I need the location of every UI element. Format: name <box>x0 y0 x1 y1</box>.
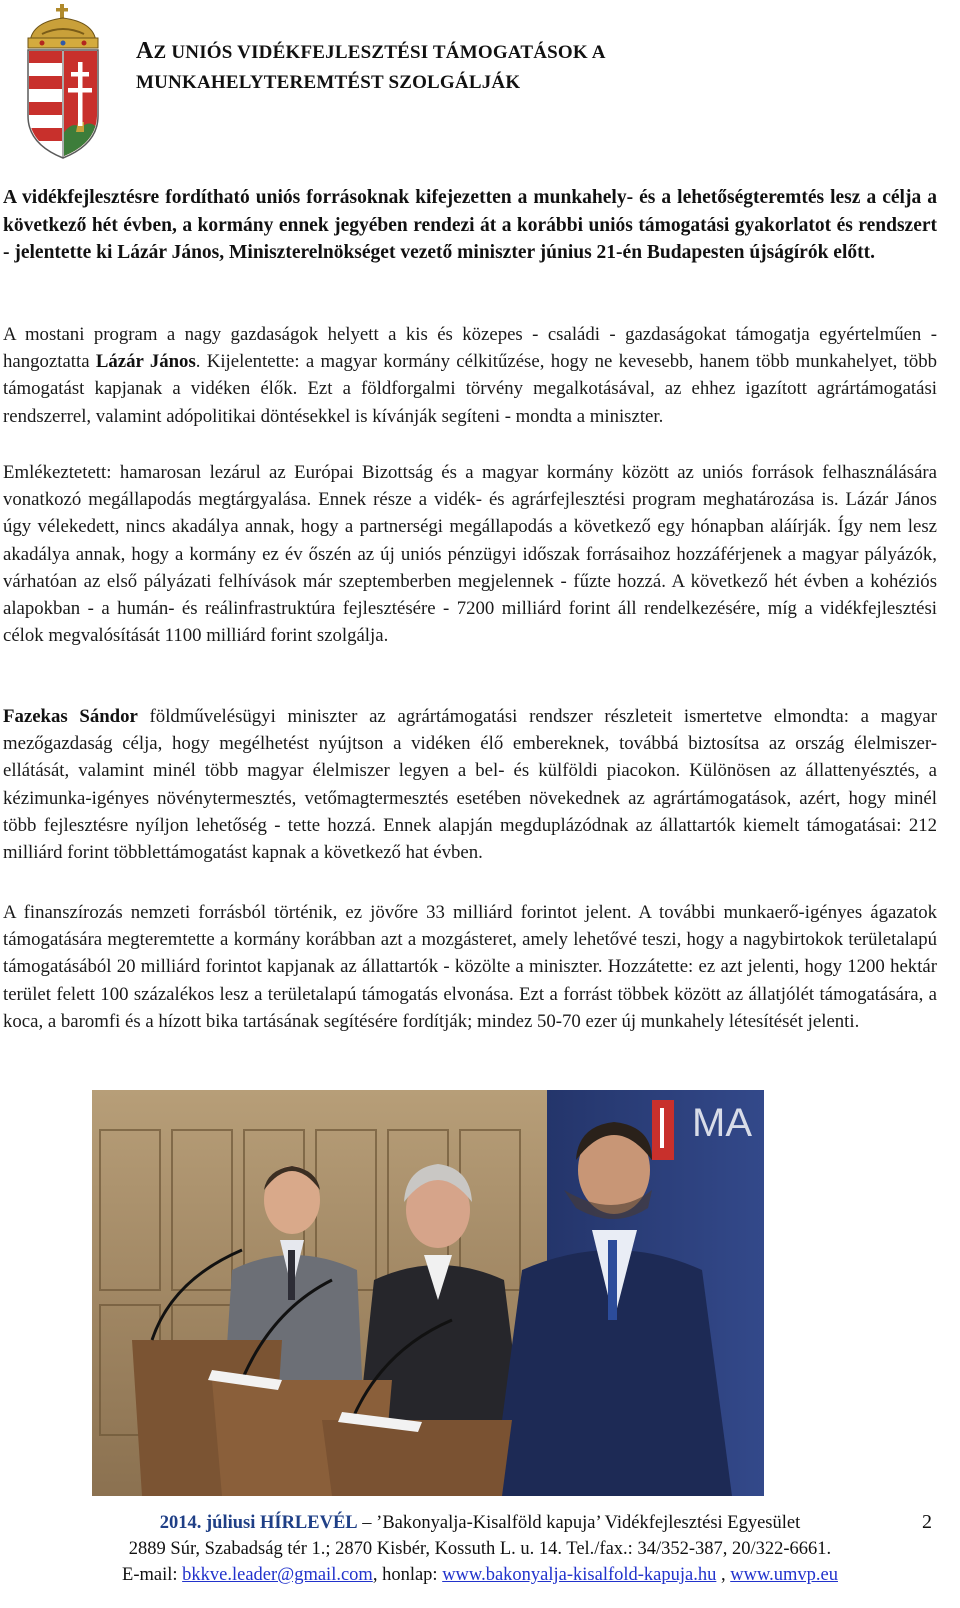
organization-name: – ’Bakonyalja-Kisalföld kapuja’ Vidékfejlesztési Egyesület <box>357 1513 801 1533</box>
page-number: 2 <box>922 1511 932 1533</box>
website-link-1[interactable]: www.bakonyalja-kisalfold-kapuja.hu <box>442 1565 717 1585</box>
email-link[interactable]: bkkve.leader@gmail.com <box>182 1565 373 1585</box>
press-conference-photo <box>92 1090 764 1496</box>
hungarian-coat-of-arms-logo <box>22 4 104 160</box>
body-paragraph-2: Emlékeztetett: hamarosan lezárul az Európai Bizottság és a magyar kormány között az uniós források felhasználására vonatkozó megállapodás megtárgyalása. Ennek része a vidék- és agrárfejlesztési program meghatározása is. Lázár János úgy vélekedett, nincs akadálya annak, hogy a partnerségi megállapodás a következő egy hónapban aláírják. Így nem lesz akadálya annak, hogy a kormány ez év őszén az új uniós pénzügyi időszak forrásaihoz hozzáférjenek a magyar pályázók, várhatóan az első pályázati felhívások már szeptemberben megjelennek - fűzte hozzá. A következő hét évben a kohéziós alapokban - a humán- és reálinfrastruktúra fejlesztésére - 7200 milliárd forint áll rendelkezésére, míg a vidékfejlesztési célok megvalósítását 1100 milliárd forint szolgálja. <box>3 462 937 647</box>
footer-newsletter-line <box>0 1511 960 1535</box>
newsletter-label: 2014. júliusi HÍRLEVÉL <box>159 1513 358 1533</box>
title-initial: A <box>136 38 154 64</box>
body-paragraph-1 <box>3 321 937 430</box>
person-name-fazekas: Fazekas Sándor <box>3 706 138 727</box>
website-link-2[interactable]: www.umvp.eu <box>730 1565 838 1585</box>
website-separator: , <box>716 1565 731 1585</box>
footer-contact-line <box>0 1563 960 1587</box>
paragraph-3-text: földművelésügyi miniszter az agrártámogatási rendszer részleteit ismertetve elmondta: a magyar mezőgazdaság célja, hogy megélhetést nyújtson a vidéken élő embereknek, továbbá biztosítsa az ország élelmiszer-ellátását, valamint minél több magyar élelmiszer legyen a bel- és külföldi piacokon. Különösen az állattenyésztés, a kézimunka-igényes növénytermesztés, vetőmagtermesztés esetében növekednek az agrártámogatások, azért, hogy minél több fejlesztésre nyíljon lehetőség - tette hozzá. Ennek alapján megduplázódnak az állattartók kiemelt támogatásai: 212 milliárd forint többlettámogatást kapnak a következő hat évben. <box>3 706 937 864</box>
person-name-lazar: Lázár János <box>95 351 196 373</box>
backdrop-text: MA <box>692 1101 752 1145</box>
lead-paragraph: A vidékfejlesztésre fordítható uniós forrásoknak kifejezetten a munkahely- és a lehetőségteremtés lesz a célja a következő hét évben, a kormány ennek jegyében rendezi át a korábbi uniós támogatási gyakorlatot és rendszert - jelentette ki Lázár János, Miniszterelnökséget vezető miniszter június 21-én Budapesten újságírók előtt. <box>3 187 937 263</box>
email-label: E-mail: <box>122 1565 183 1585</box>
body-paragraph-3 <box>3 703 937 866</box>
title-line-1: Z UNIÓS VIDÉKFEJLESZTÉSI TÁMOGATÁSOK A <box>153 42 606 63</box>
paragraph-1-text-a: A mostani program a nagy gazdaságok helyett a kis és közepes - családi - gazdaságokat támogatja egyértelműen - hangoztatta <box>3 324 937 373</box>
paragraph-1-text-b: . Kijelentette: a magyar kormány célkitűzése, hogy ne kevesebb, hanem több munkahelyet, több támogatást kapjanak a vidéken élők. Ezt a földforgalmi törvény megalkotásával, az ehhez igazított agrártámogatási rendszerrel, valamint adópolitikai döntésekkel is kívánják segíteni - mondta a miniszter. <box>3 351 937 427</box>
footer-address: 2889 Súr, Szabadság tér 1.; 2870 Kisbér, Kossuth L. u. 14. Tel./fax.: 34/352-387, 20/322-6661. <box>128 1539 832 1559</box>
title-line-2: MUNKAHELYTEREMTÉST SZOLGÁLJÁK <box>136 72 521 93</box>
website-label: , honlap: <box>372 1565 443 1585</box>
page-title <box>136 36 916 98</box>
body-paragraph-4: A finanszírozás nemzeti forrásból történik, ez jövőre 33 milliárd forintot jelent. A további munkaerő-igényes ágazatok támogatására megteremtette a kormány korábban azt a mozgásteret, amely lehetővé teszi, hogy a nagybirtokok területalapú támogatásából 20 milliárd forintot kapjanak az állattartók - közölte a miniszter. Hozzátette: ez azt jelenti, hogy 1200 hektár terület felett 100 százalékos lesz a területalapú támogatás elvonása. Ezt a forrást többek között az állatjólét támogatására, a koca, a baromfi és a hízott bika tartásának segítésére fordítják; mindez 50-70 ezer új munkahely létesítését jelenti. <box>3 902 937 1032</box>
